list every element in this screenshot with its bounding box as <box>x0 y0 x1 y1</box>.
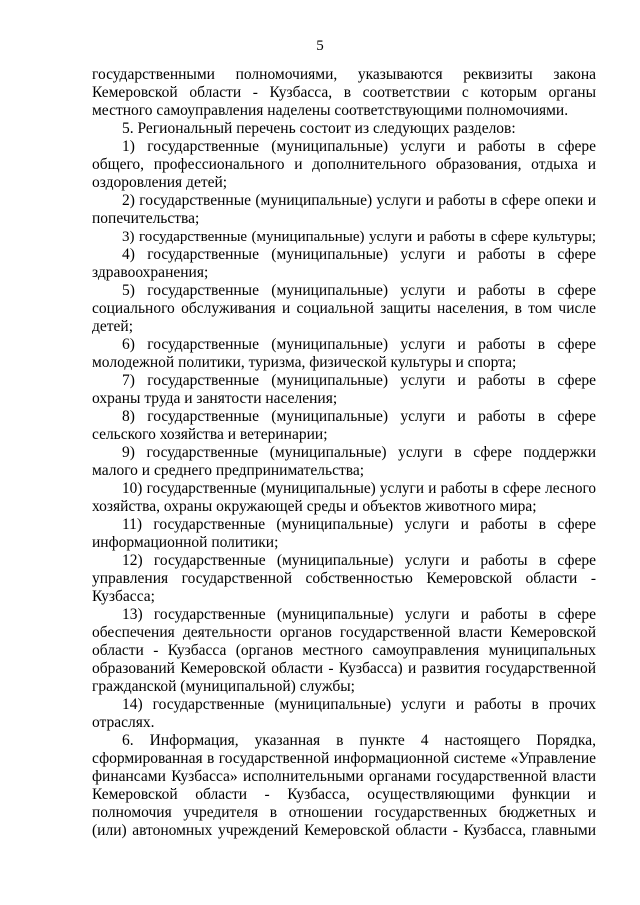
text-line: 5) государственные (муниципальные) услуги и работы в сфере <box>122 282 596 299</box>
text-line: молодежной политики, туризма, физической культуры и спорта; <box>92 354 517 371</box>
text-line: информационной политики; <box>92 534 279 551</box>
text-line: сформированная в государственной информационной системе «Управление <box>92 750 596 767</box>
text-line: 8) государственные (муниципальные) услуги и работы в сфере <box>122 408 596 425</box>
text-line: здравоохранения; <box>92 264 209 281</box>
text-line: финансами Кузбасса» исполнительными органами государственной власти <box>92 768 596 785</box>
text-line: 2) государственные (муниципальные) услуги и работы в сфере опеки и <box>122 192 596 209</box>
text-line: 6) государственные (муниципальные) услуги и работы в сфере <box>122 336 596 353</box>
document-body <box>92 66 596 840</box>
text-line: государственными полномочиями, указываются реквизиты закона <box>92 66 596 83</box>
text-line: полномочия учредителя в отношении государственных бюджетных и <box>92 804 596 821</box>
text-line: Кемеровской области - Кузбасса, осуществляющими функции и <box>92 786 596 803</box>
text-line: 1) государственные (муниципальные) услуги и работы в сфере <box>122 138 596 155</box>
text-line: отраслях. <box>92 714 155 731</box>
text-line: охраны труда и занятости населения; <box>92 390 338 407</box>
text-line: общего, профессионального и дополнительного образования, отдыха и <box>92 156 596 173</box>
text-line: 5. Региональный перечень состоит из следующих разделов: <box>122 120 516 137</box>
text-line: 13) государственные (муниципальные) услуги и работы в сфере <box>122 606 596 623</box>
text-line: местного самоуправления наделены соответствующими полномочиями. <box>92 102 569 119</box>
text-line: управления государственной собственностью Кемеровской области - <box>92 570 596 587</box>
text-line: 10) государственные (муниципальные) услуги и работы в сфере лесного <box>122 480 596 497</box>
text-line: сельского хозяйства и ветеринарии; <box>92 426 328 443</box>
text-line: 7) государственные (муниципальные) услуги и работы в сфере <box>122 372 596 389</box>
text-line: образований Кемеровской области - Кузбасса) и развития государственной <box>92 660 596 677</box>
text-line: 14) государственные (муниципальные) услуги и работы в прочих <box>122 696 596 713</box>
text-line: малого и среднего предпринимательства; <box>92 462 365 479</box>
text-line: 3) государственные (муниципальные) услуги и работы в сфере культуры; <box>122 229 596 245</box>
text-line: Кузбасса; <box>92 588 155 605</box>
text-line: хозяйства, охраны окружающей среды и объектов животного мира; <box>92 498 537 515</box>
text-line: 11) государственные (муниципальные) услуги и работы в сфере <box>122 516 596 533</box>
text-line: социального обслуживания и социальной защиты населения, в том числе <box>92 300 596 317</box>
text-line: Кемеровской области - Кузбасса, в соответствии с которым органы <box>92 84 596 101</box>
text-line: 9) государственные (муниципальные) услуги в сфере поддержки <box>122 444 596 461</box>
page-number: 5 <box>316 38 324 54</box>
text-line: (или) автономных учреждений Кемеровской области - Кузбасса, главными <box>92 822 596 839</box>
text-line: 6. Информация, указанная в пункте 4 настоящего Порядка, <box>122 732 596 749</box>
text-line: попечительства; <box>92 210 200 227</box>
text-line: 4) государственные (муниципальные) услуги и работы в сфере <box>122 246 596 263</box>
text-line: обеспечения деятельности органов государственной власти Кемеровской <box>92 624 596 641</box>
text-line: оздоровления детей; <box>92 174 228 191</box>
text-line: области - Кузбасса (органов местного самоуправления муниципальных <box>92 642 596 659</box>
text-line: 12) государственные (муниципальные) услуги и работы в сфере <box>122 552 596 569</box>
text-line: гражданской (муниципальной) службы; <box>92 678 355 695</box>
text-line: детей; <box>92 318 134 335</box>
